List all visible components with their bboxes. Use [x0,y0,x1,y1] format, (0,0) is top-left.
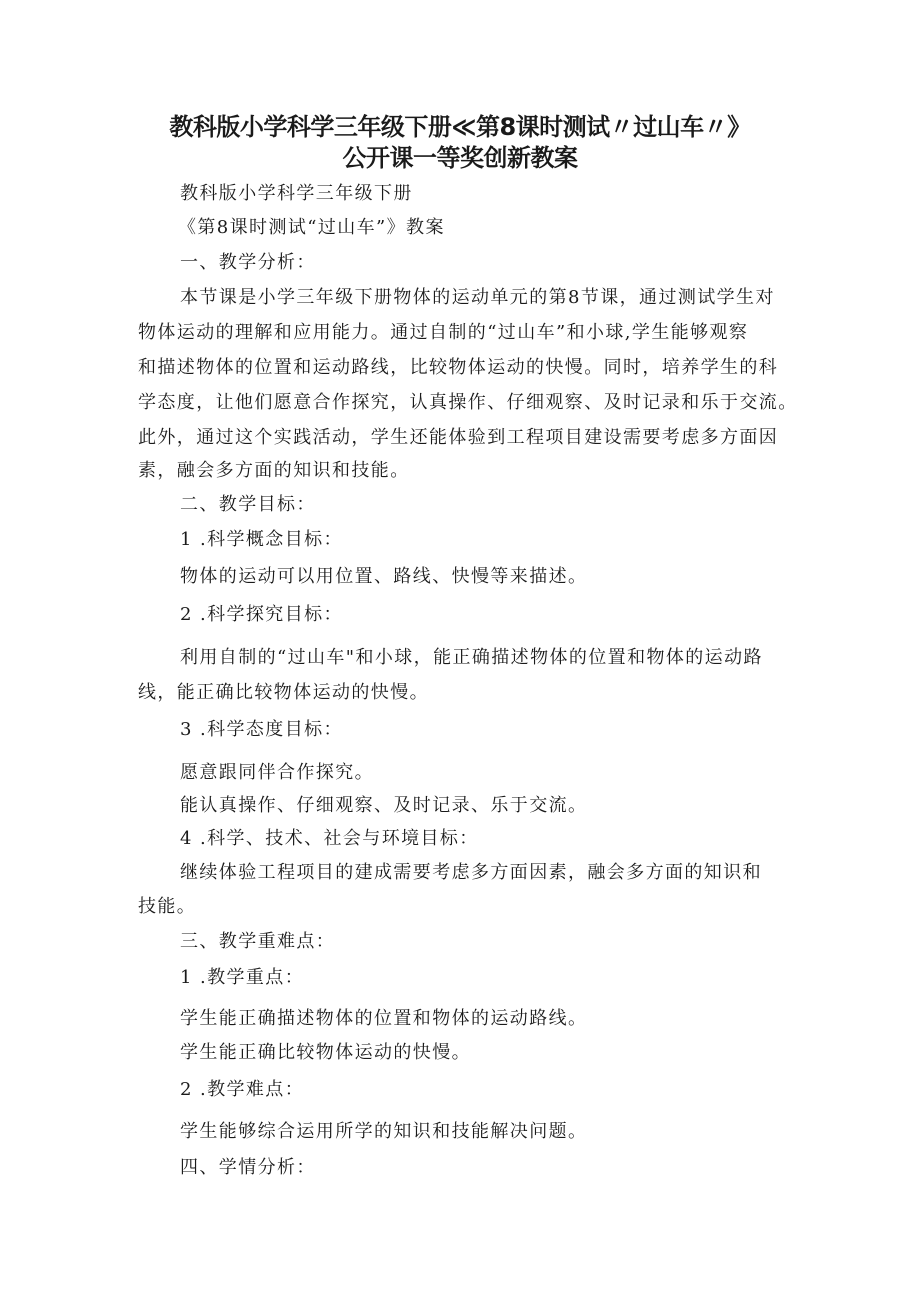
paragraph-line: 素，融会多方面的知识和技能。 [138,460,410,481]
goal3-heading: 3 .科学态度目标： [180,719,343,740]
paragraph-line: 物体运动的理解和应用能力。通过自制的“过山车”和小球,学生能够观察 [138,322,749,343]
lesson-title: 《第8课时测试“过山车”》教案 [178,217,445,238]
key2-heading: 2 .教学难点： [180,1079,305,1100]
section-heading-analysis: 一、教学分析： [180,252,316,273]
paragraph-line: 本节课是小学三年级下册物体的运动单元的第8节课，通过测试学生对 [180,287,775,308]
document-title-line1: 教科版小学科学三年级下册≪第8课时测试〃过山车〃》 [169,113,751,141]
goal3-text1: 愿意跟同伴合作探究。 [180,762,374,783]
document-title-line2: 公开课一等奖创新教案 [342,144,578,172]
goal3-text2: 能认真操作、仔细观察、及时记录、乐于交流。 [180,795,588,816]
paragraph-line: 此外，通过这个实践活动，学生还能体验到工程项目建设需要考虑多方面因 [138,427,779,448]
goal4-text-line: 继续体验工程项目的建成需要考虑多方面因素，融会多方面的知识和 [180,862,762,883]
goal1-heading: 1 .科学概念目标： [180,529,343,550]
goal1-text: 物体的运动可以用位置、路线、快慢等来描述。 [180,566,588,587]
paragraph-line: 学态度，让他们愿意合作探究，认真操作、仔细观察、及时记录和乐于交流。 [138,392,798,413]
subtitle: 教科版小学科学三年级下册 [180,183,413,204]
key1-heading: 1 .教学重点： [180,967,305,988]
goal4-heading: 4 .科学、技术、社会与环境目标： [180,828,479,849]
goal2-text-line: 线，能正确比较物体运动的快慢。 [138,682,429,703]
key1-text1: 学生能正确描述物体的位置和物体的运动路线。 [180,1008,588,1029]
section-heading-key-points: 三、教学重难点： [180,931,336,952]
goal4-text-line: 技能。 [138,896,197,917]
section-heading-student-analysis: 四、学情分析： [180,1157,316,1178]
goal2-text-line: 利用自制的“过山车"和小球，能正确描述物体的位置和物体的运动路 [180,647,763,668]
goal2-heading: 2 .科学探究目标： [180,604,343,625]
key2-text: 学生能够综合运用所学的知识和技能解决问题。 [180,1121,588,1142]
paragraph-line: 和描述物体的位置和运动路线，比较物体运动的快慢。同时，培养学生的科 [138,357,779,378]
section-heading-goals: 二、教学目标： [180,494,316,515]
key1-text2: 学生能正确比较物体运动的快慢。 [180,1042,471,1063]
